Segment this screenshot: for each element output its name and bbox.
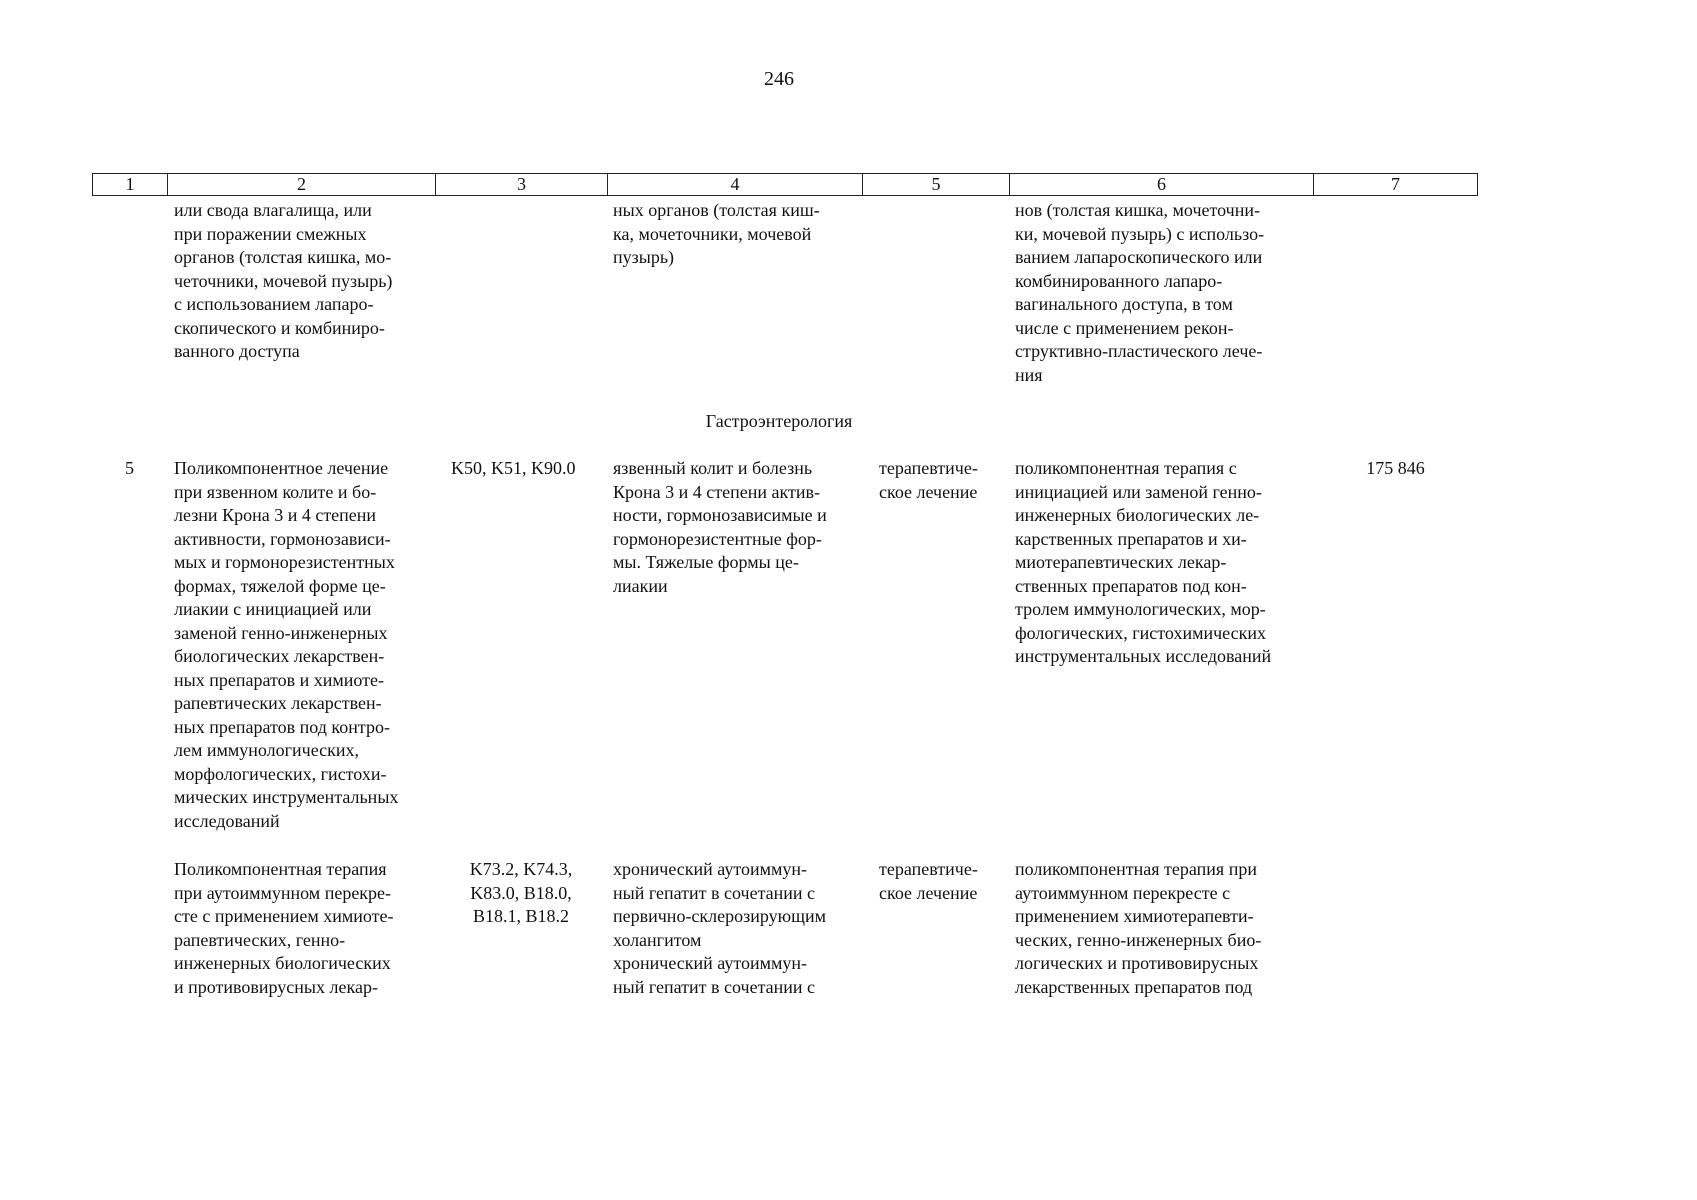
row5-col6: поликомпонентная терапия с инициацией или заменой генно- инженерных биологических ле- карственных препаратов и хи- миотерапевтических лекар- ственных препаратов под кон- тролем иммунологических, мор- фологических, гистохимических инструментальных исследований	[1015, 458, 1272, 666]
table-header-row	[92, 173, 1478, 196]
page-number: 246	[764, 68, 794, 90]
row6-col4: хронический аутоиммун- ный гепатит в сочетании с первично-склерозирующим холангитом хронический аутоиммун- ный гепатит в сочетании с	[613, 859, 826, 997]
row5-col7: 175 846	[1366, 458, 1425, 478]
row5-col5: терапевтиче- ское лечение	[879, 458, 978, 502]
header-col-3: 3	[436, 174, 608, 195]
continuation-col4: ных органов (толстая киш- ка, мочеточники, мочевой пузырь)	[613, 200, 820, 267]
section-title: Гастроэнтерология	[705, 411, 853, 431]
row5-col3: K50, K51, K90.0	[451, 458, 576, 478]
header-col-4: 4	[608, 174, 863, 195]
header-col-2: 2	[168, 174, 436, 195]
row6-col6: поликомпонентная терапия при аутоиммунном перекресте с применением химиотерапевти- ческих, генно-инженерных био- логических и противовирусных лекарственных препаратов под	[1015, 859, 1262, 997]
continuation-col2: или свода влагалища, или при поражении смежных органов (толстая кишка, мо- четочники, мочевой пузырь) с использованием лапаро- скопического и комбиниро- ванного доступа	[174, 200, 393, 361]
header-col-7: 7	[1391, 174, 1400, 194]
header-col-1: 1	[93, 174, 168, 195]
row6-col5: терапевтиче- ское лечение	[879, 859, 978, 903]
row6-col3: K73.2, K74.3, K83.0, B18.0, B18.1, B18.2	[469, 859, 573, 926]
row6-col2: Поликомпонентная терапия при аутоиммунном перекре- сте с применением химиоте- рапевтических, генно- инженерных биологических и противовирусных лекар-	[174, 859, 394, 997]
continuation-col6: нов (толстая кишка, мочеточни- ки, мочевой пузырь) с использо- ванием лапароскопического или комбинированного лапаро- вагинального доступа, в том числе с применением рекон- структивно-пластического лече- ния	[1015, 200, 1265, 385]
header-col-5: 5	[863, 174, 1010, 195]
row5-number: 5	[125, 458, 134, 478]
header-col-6: 6	[1010, 174, 1314, 195]
row5-col2: Поликомпонентное лечение при язвенном колите и бо- лезни Крона 3 и 4 степени активности, гормонозависи- мых и гормонорезистентных формах, тяжелой форме це- лиакии с инициацией или заменой генно-инженерных биологических лекарствен- ных препаратов и химиоте- рапевтических лекарствен- ных препаратов под контро- лем иммунологических, морфологических, гистохи- мических инструментальных исследований	[174, 458, 399, 831]
row5-col4: язвенный колит и болезнь Крона 3 и 4 степени актив- ности, гормонозависимые и гормонорезистентные фор- мы. Тяжелые формы це- лиакии	[613, 458, 827, 596]
